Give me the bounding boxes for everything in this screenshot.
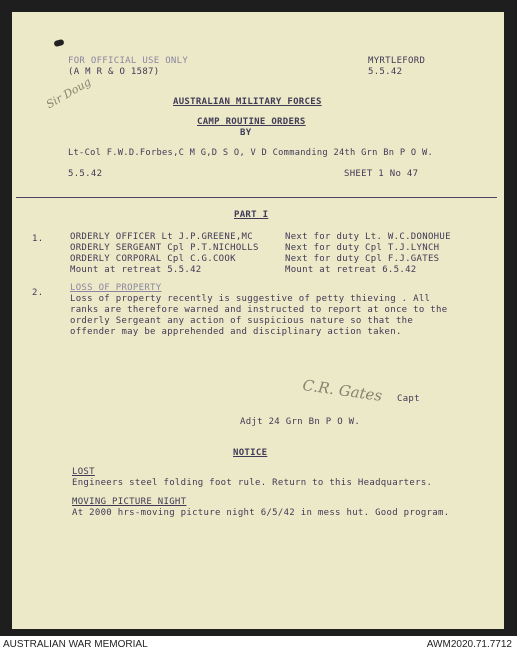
section-2-line-2: ranks are therefore warned and instructed to report at once to the [70, 305, 448, 315]
header-place: MYRTLEFORD [368, 56, 426, 66]
section-1-number: 1. [32, 234, 44, 244]
duty-row-2-left: ORDERLY SERGEANT Cpl P.T.NICHOLLS [70, 243, 259, 253]
duty-row-2-right: Next for duty Cpl T.J.LYNCH [285, 243, 440, 253]
duty-row-4-right: Mount at retreat 6.5.42 [285, 265, 417, 275]
order-date: 5.5.42 [68, 169, 103, 179]
notice-item-2-heading: MOVING PICTURE NIGHT [72, 497, 187, 507]
footer-reference: AWM2020.71.7712 [426, 639, 512, 650]
forces-title: AUSTRALIAN MILITARY FORCES [173, 97, 322, 107]
by-line: BY [240, 128, 252, 138]
punch-hole-mark [53, 39, 64, 47]
signature-rank: Capt [397, 394, 420, 404]
archive-footer [0, 636, 517, 653]
sheet-number: SHEET 1 No 47 [344, 169, 419, 179]
part-heading: PART I [234, 210, 269, 220]
classification-line-2: (A M R & O 1587) [68, 67, 160, 77]
duty-row-3-left: ORDERLY CORPORAL Cpl C.G.COOK [70, 254, 236, 264]
duty-row-1-right: Next for duty Lt. W.C.DONOHUE [285, 232, 451, 242]
section-2-line-3: orderly Sergeant any action of suspicious nature so that the [70, 316, 414, 326]
notice-item-2-text: At 2000 hrs-moving picture night 6/5/42 in mess hut. Good program. [72, 508, 450, 518]
section-2-line-1: Loss of property recently is suggestive of petty thieving . All [70, 294, 431, 304]
header-date: 5.5.42 [368, 67, 403, 77]
classification-line-1: FOR OFFICIAL USE ONLY [68, 56, 189, 66]
section-2-line-4: offender may be apprehended and disciplinary action taken. [70, 327, 402, 337]
orders-title: CAMP ROUTINE ORDERS [197, 117, 306, 127]
notice-heading: NOTICE [233, 448, 268, 458]
section-2-number: 2. [32, 288, 44, 298]
notice-item-1-text: Engineers steel folding foot rule. Return to this Headquarters. [72, 478, 433, 488]
document-page [12, 12, 504, 629]
horizontal-rule [16, 197, 497, 198]
marginal-note: Sir Doug [44, 75, 94, 112]
duty-row-3-right: Next for duty Cpl F.J.GATES [285, 254, 440, 264]
duty-row-4-left: Mount at retreat 5.5.42 [70, 265, 202, 275]
footer-institution: AUSTRALIAN WAR MEMORIAL [3, 639, 148, 650]
notice-item-1-heading: LOST [72, 467, 95, 477]
section-2-heading: LOSS OF PROPERTY [70, 283, 162, 293]
commander-line: Lt-Col F.W.D.Forbes,C M G,D S O, V D Commanding 24th Grn Bn P O W. [68, 148, 434, 158]
duty-row-1-left: ORDERLY OFFICER Lt J.P.GREENE,MC [70, 232, 253, 242]
signature-title: Adjt 24 Grn Bn P O W. [240, 417, 361, 427]
handwritten-signature: C.R. Gates [301, 376, 384, 405]
